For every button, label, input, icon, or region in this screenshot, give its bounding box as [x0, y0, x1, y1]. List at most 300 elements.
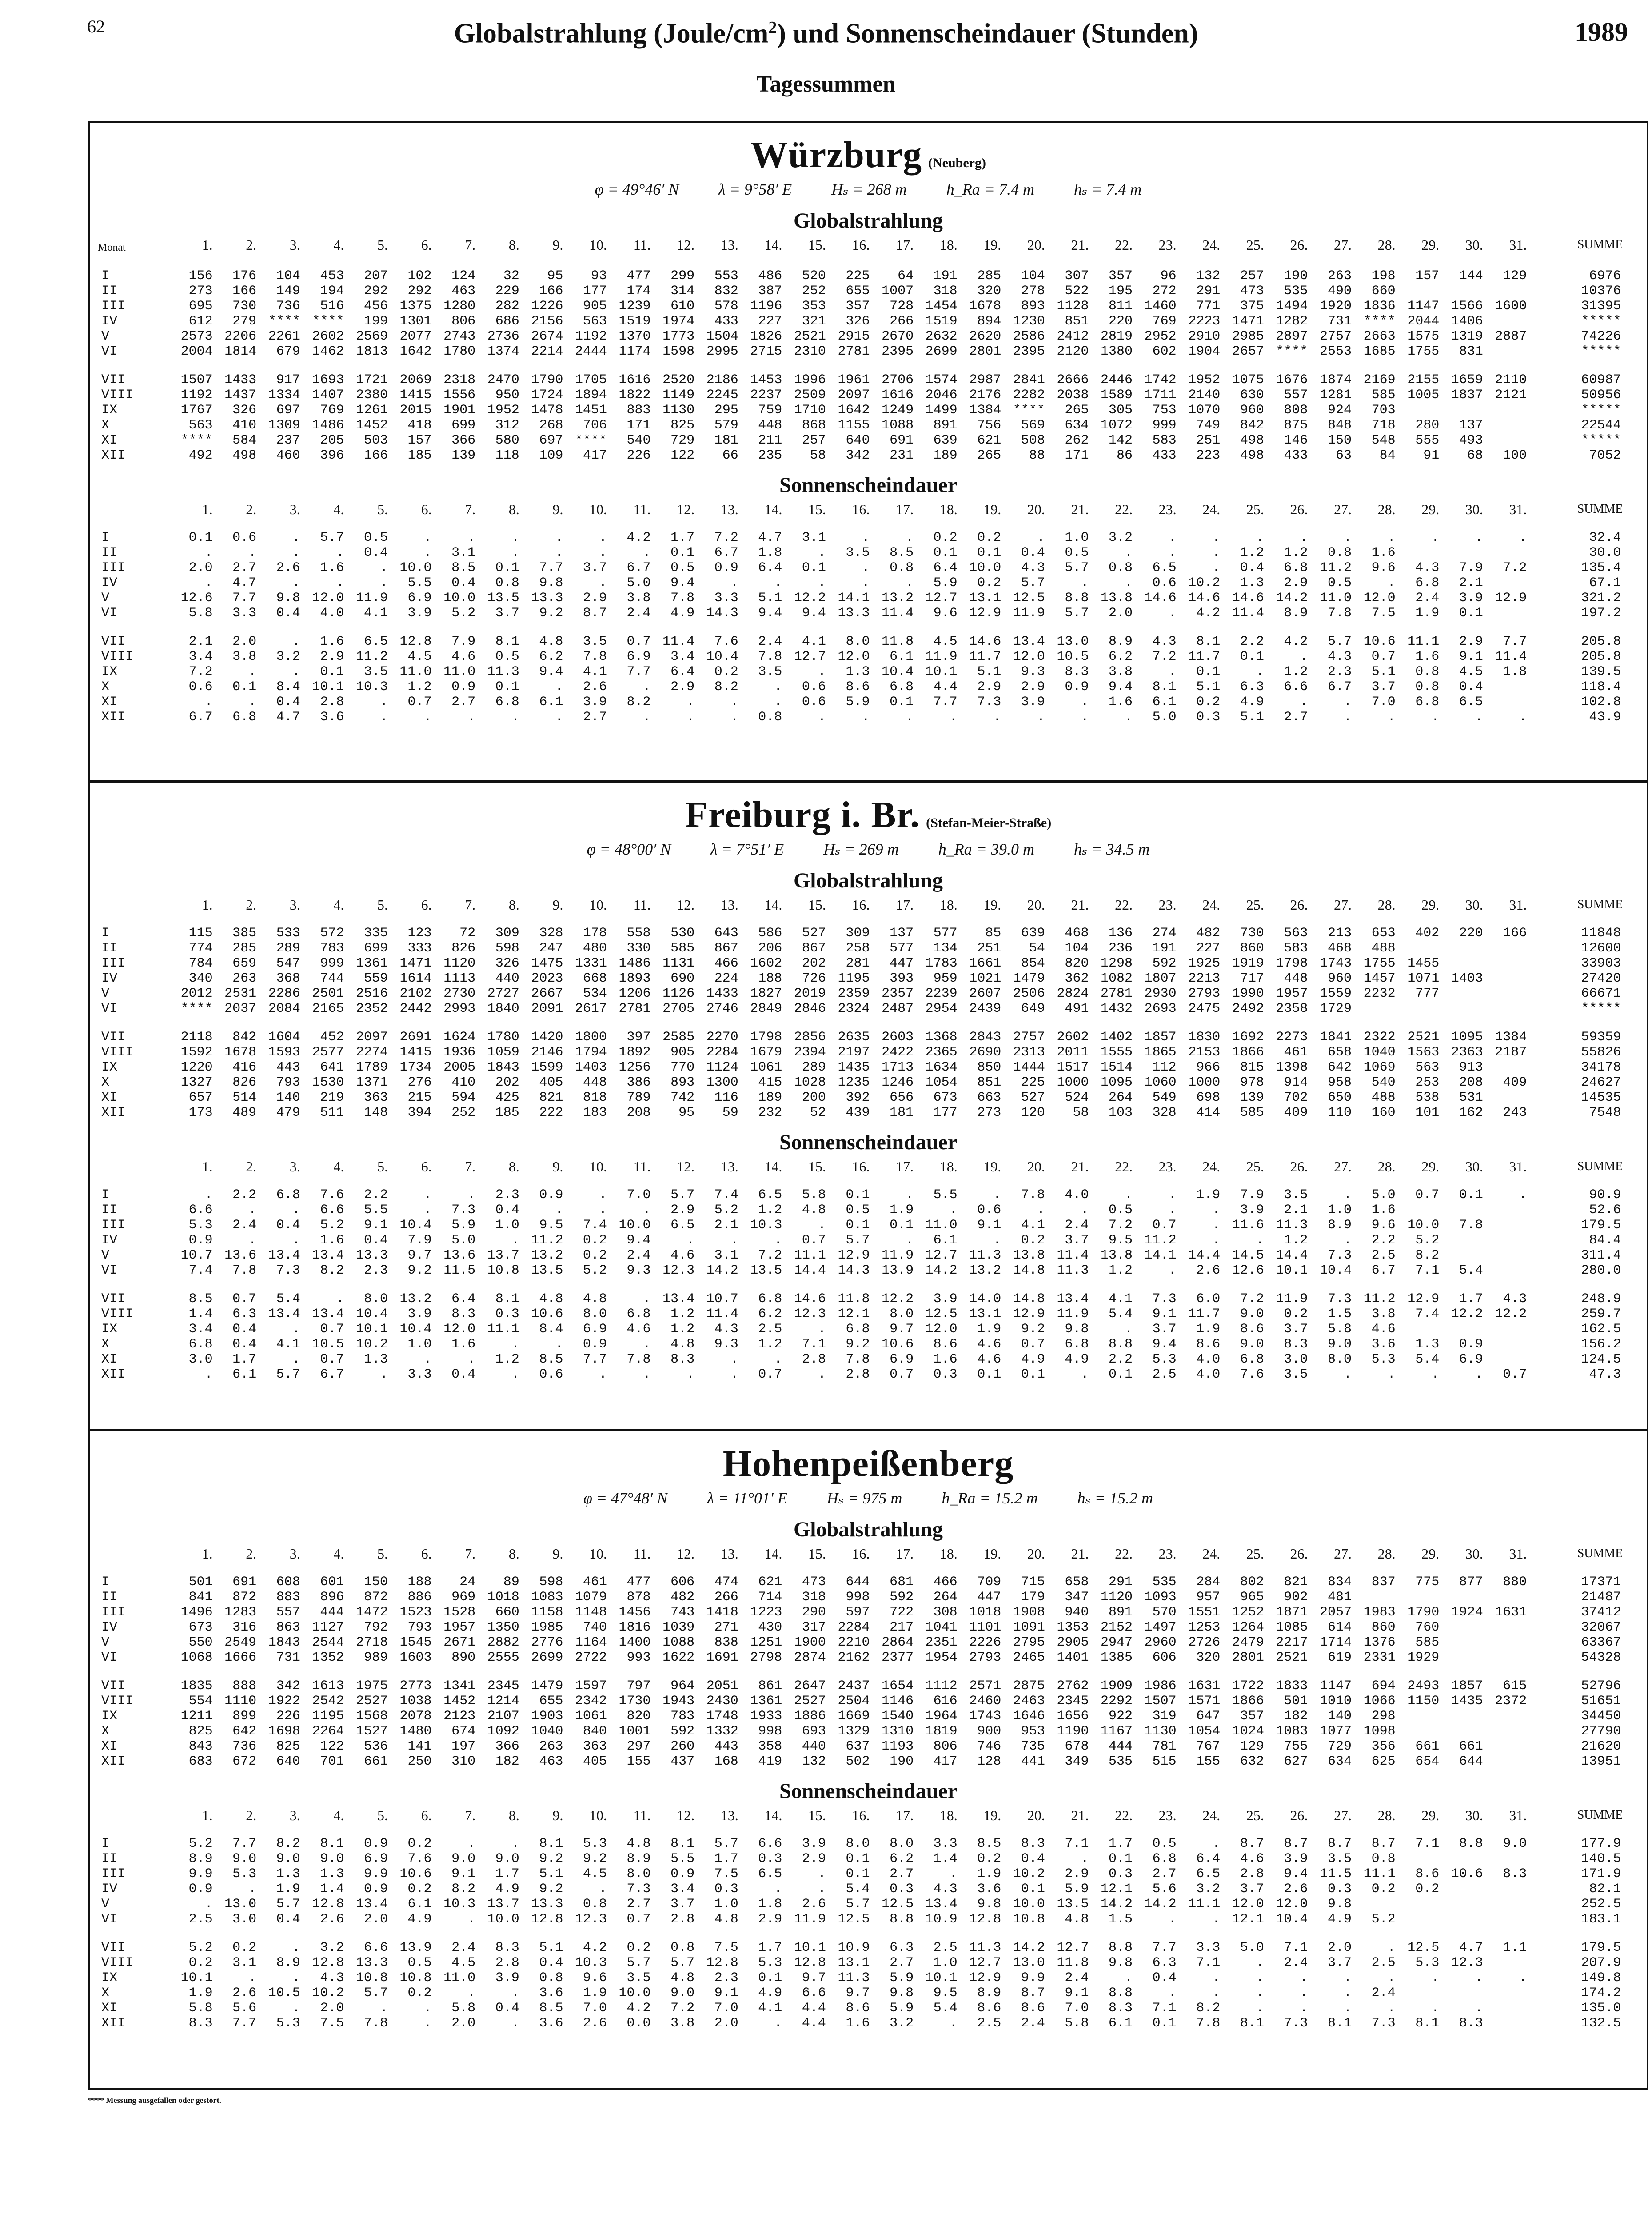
day-value-cell: 2023	[531, 971, 563, 986]
day-value-cell: ****	[575, 433, 607, 448]
day-value-cell: 5.9	[933, 575, 958, 591]
day-value-cell: 12.5	[1407, 1940, 1440, 1955]
day-value-cell: 1.7	[714, 1851, 738, 1866]
day-value-cell: .	[379, 2001, 388, 2016]
day-value-cell: 2.2	[1109, 1352, 1133, 1367]
day-value-cell: 2444	[575, 344, 607, 359]
col-header-day: 25.	[1246, 897, 1264, 913]
day-value-cell: 1479	[531, 1678, 563, 1694]
day-value-cell: .	[686, 710, 695, 725]
day-value-cell: 2.3	[363, 1263, 388, 1278]
day-value-cell: .	[1256, 1986, 1264, 2001]
day-value-cell: .	[818, 1367, 826, 1382]
day-value-cell: 157	[1415, 268, 1440, 284]
day-value-cell: 10.4	[399, 1218, 432, 1233]
day-value-cell: 9.7	[890, 1322, 914, 1337]
day-value-cell: 1.6	[1371, 545, 1396, 560]
day-value-cell: .	[730, 1367, 738, 1382]
day-value-cell: 7.0	[714, 2001, 738, 2016]
day-value-cell: 12.3	[794, 1307, 826, 1322]
day-value-cell	[1487, 1590, 1531, 1605]
day-value-cell: 1589	[1101, 388, 1133, 403]
day-value-cell	[1399, 545, 1443, 560]
month-label: VI	[101, 1263, 118, 1278]
day-value-cell: 0.4	[276, 606, 300, 621]
day-value-cell: 2284	[838, 1620, 870, 1635]
day-value-cell: ****	[180, 433, 213, 448]
col-header-day: 25.	[1246, 501, 1264, 517]
day-value-cell: 940	[1065, 1605, 1089, 1620]
day-value-cell: 522	[1065, 284, 1089, 299]
day-value-cell: 4.5	[1459, 664, 1483, 679]
day-value-cell: 12.7	[1057, 1940, 1089, 1955]
day-value-cell: 11.4	[1495, 649, 1527, 664]
day-value-cell: 310	[451, 1754, 476, 1769]
day-value-cell: 6.8	[1240, 1352, 1264, 1367]
day-value-cell: 2.4	[1065, 1218, 1089, 1233]
day-value-cell: 7.2	[758, 1248, 782, 1263]
day-value-cell: 8.2	[276, 1836, 300, 1851]
day-value-cell: 268	[539, 418, 563, 433]
day-value-cell: 0.1	[977, 545, 1002, 560]
day-value-cell: 917	[276, 372, 300, 388]
day-value-cell: 1341	[443, 1678, 476, 1694]
day-value-cell: 820	[1065, 956, 1089, 971]
day-value-cell: 2.8	[846, 1367, 870, 1382]
day-value-cell: 120	[1021, 1105, 1045, 1120]
day-value-cell: .	[1256, 664, 1264, 679]
day-value-cell: 8.5	[539, 1352, 563, 1367]
day-value-cell: 305	[1109, 403, 1133, 418]
day-value-cell: 1068	[180, 1650, 213, 1665]
day-value-cell: 0.1	[495, 560, 519, 575]
day-value-cell: 357	[1109, 268, 1133, 284]
day-value-cell: 3.0	[232, 1912, 257, 1927]
day-value-cell: 6.5	[758, 1866, 782, 1882]
day-value-cell: 3.7	[1152, 1322, 1177, 1337]
col-header-day: 6.	[421, 501, 432, 517]
month-sum-cell: 59359	[1581, 1030, 1621, 1045]
day-value-cell: 1246	[882, 1075, 914, 1090]
col-header-day: 17.	[896, 1807, 914, 1823]
day-value-cell: 1.0	[495, 1218, 519, 1233]
day-value-cell: 8.6	[846, 679, 870, 695]
day-value-cell: 8.5	[977, 1836, 1002, 1851]
month-sum-cell: 34178	[1581, 1060, 1621, 1075]
day-value-cell: 58	[810, 448, 826, 463]
month-label: VII	[101, 1678, 126, 1694]
day-value-cell: 32	[503, 268, 519, 284]
day-value-cell: 718	[1371, 418, 1396, 433]
day-value-cell: 1072	[1101, 418, 1133, 433]
day-value-cell: 2176	[969, 388, 1002, 403]
day-value-cell: 558	[626, 926, 651, 941]
day-value-cell: 6.7	[714, 545, 738, 560]
day-value-cell: 2011	[1057, 1045, 1089, 1060]
day-value-cell: 594	[451, 1090, 476, 1105]
day-value-cell: 6.7	[626, 560, 651, 575]
day-value-cell: 357	[1240, 1709, 1264, 1724]
day-value-cell: 511	[320, 1105, 344, 1120]
day-value-cell: 356	[1371, 1739, 1396, 1754]
day-value-cell: 1.3	[846, 664, 870, 679]
col-header-day: 1.	[202, 501, 213, 517]
day-value-cell: 1309	[268, 418, 300, 433]
day-value-cell: 1120	[1101, 1590, 1133, 1605]
day-value-cell: 769	[320, 403, 344, 418]
day-value-cell: 466	[714, 956, 738, 971]
day-value-cell: 6.1	[890, 649, 914, 664]
day-value-cell: 191	[1152, 941, 1177, 956]
day-value-cell: ****	[312, 314, 344, 329]
day-value-cell: 2422	[882, 1045, 914, 1060]
month-label: IV	[101, 1620, 118, 1635]
day-value-cell: 2602	[1057, 1030, 1089, 1045]
day-value-cell: 2232	[1363, 986, 1396, 1001]
day-value-cell: 13.5	[487, 591, 519, 606]
month-label: VI	[101, 1650, 118, 1665]
day-value-cell: 5.7	[670, 1187, 695, 1203]
day-value-cell: 536	[363, 1739, 388, 1754]
day-value-cell: 0.8	[1415, 679, 1440, 695]
day-value-cell: 474	[714, 1575, 738, 1590]
day-value-cell: 630	[1240, 388, 1264, 403]
day-value-cell: 0.2	[1021, 1233, 1045, 1248]
day-value-cell: 194	[320, 284, 344, 299]
day-value-cell: 2377	[882, 1650, 914, 1665]
month-label: VI	[101, 1001, 118, 1016]
day-value-cell: 2727	[487, 986, 519, 1001]
day-value-cell: 834	[1328, 1575, 1352, 1590]
day-value-cell: 132	[802, 1754, 826, 1769]
day-value-cell: 1192	[575, 329, 607, 344]
day-value-cell: 831	[1459, 344, 1483, 359]
day-value-cell: 2446	[1101, 372, 1133, 388]
day-value-cell: 168	[714, 1754, 738, 1769]
coord-station-height: Hₛ = 269 m	[823, 840, 899, 858]
day-value-cell: 1098	[1363, 1724, 1396, 1739]
day-value-cell: 0.5	[846, 1203, 870, 1218]
day-value-cell: 14.2	[925, 1263, 958, 1278]
col-header-day: 31.	[1509, 1159, 1527, 1175]
day-value-cell: 557	[1284, 388, 1308, 403]
day-value-cell: 2553	[1320, 344, 1352, 359]
col-header-day: 20.	[1027, 237, 1045, 253]
day-value-cell: 183	[583, 1105, 607, 1120]
day-value-cell: 482	[670, 1590, 695, 1605]
col-header-day: 17.	[896, 897, 914, 913]
day-value-cell: 9.2	[539, 1851, 563, 1866]
day-value-cell: .	[642, 1367, 651, 1382]
day-value-cell: 5.2	[583, 1263, 607, 1278]
day-value-cell: 2012	[180, 986, 213, 1001]
day-value-cell: 2521	[1407, 1030, 1440, 1045]
day-value-cell: 5.2	[1371, 1912, 1396, 1927]
day-value-cell: 5.9	[890, 1970, 914, 1986]
day-value-cell: 3.2	[1196, 1882, 1221, 1897]
day-value-cell: .	[1081, 575, 1089, 591]
day-value-cell: 2365	[925, 1045, 958, 1060]
footnote: **** Messung ausgefallen oder gestört.	[88, 2096, 222, 2105]
day-value-cell: 1.2	[1109, 1263, 1133, 1278]
day-value-cell: 12.5	[882, 1897, 914, 1912]
month-sum-cell: 321.2	[1581, 591, 1621, 606]
day-value-cell: 640	[846, 433, 870, 448]
day-value-cell: 11.2	[1144, 1233, 1177, 1248]
day-value-cell: 1435	[1451, 1694, 1483, 1709]
day-value-cell: 642	[232, 1724, 257, 1739]
day-value-cell: 2671	[443, 1635, 476, 1650]
day-value-cell	[1443, 956, 1487, 971]
day-value-cell: 6.7	[320, 1367, 344, 1382]
day-value-cell: 826	[451, 941, 476, 956]
day-value-cell: .	[423, 530, 432, 545]
day-value-cell: 0.5	[670, 560, 695, 575]
day-value-cell: 10.0	[619, 1218, 651, 1233]
day-value-cell: 7.7	[232, 1836, 257, 1851]
day-value-cell: 124	[451, 268, 476, 284]
month-sum-cell: 132.5	[1581, 2016, 1621, 2031]
day-value-cell: 2206	[224, 329, 257, 344]
day-value-cell: 1794	[575, 1045, 607, 1060]
day-value-cell: 0.4	[232, 1337, 257, 1352]
day-value-cell: 7.7	[232, 591, 257, 606]
day-value-cell: 2586	[1013, 329, 1045, 344]
day-value-cell: 1679	[750, 1045, 782, 1060]
day-value-cell: 84	[1379, 448, 1396, 463]
day-value-cell: 2.4	[1284, 1955, 1308, 1970]
day-value-cell: 2632	[925, 329, 958, 344]
day-value-cell: .	[1344, 710, 1352, 725]
day-value-cell: 185	[495, 1105, 519, 1120]
day-value-cell: 1.2	[670, 1322, 695, 1337]
day-value-cell: 2.4	[626, 606, 651, 621]
day-value-cell: 515	[1152, 1754, 1177, 1769]
day-value-cell: .	[642, 1291, 651, 1307]
day-value-cell: 91	[1423, 448, 1440, 463]
day-value-cell: 463	[451, 284, 476, 299]
col-header-day: 5.	[377, 1546, 388, 1562]
day-value-cell: 11.6	[1232, 1218, 1264, 1233]
day-value-cell: 0.4	[539, 1955, 563, 1970]
day-value-cell: 129	[1503, 268, 1527, 284]
day-value-cell: 6.5	[1152, 560, 1177, 575]
day-value-cell: 1220	[180, 1060, 213, 1075]
day-value-cell: 2004	[180, 344, 213, 359]
day-value-cell: 6.9	[1459, 1352, 1483, 1367]
month-label: X	[101, 418, 110, 433]
day-value-cell: 993	[626, 1650, 651, 1665]
day-value-cell: 0.4	[495, 2001, 519, 2016]
day-value-cell: 8.8	[1065, 591, 1089, 606]
day-value-cell: .	[336, 545, 344, 560]
day-value-cell: 448	[758, 418, 782, 433]
day-value-cell: 1150	[1407, 1694, 1440, 1709]
col-header-day: 22.	[1115, 501, 1133, 517]
day-value-cell: 1.9	[1196, 1187, 1221, 1203]
day-value-cell: 5.7	[714, 1836, 738, 1851]
day-value-cell: .	[1344, 1367, 1352, 1382]
day-value-cell: 6.8	[758, 1291, 782, 1307]
day-value-cell: 4.6	[451, 649, 476, 664]
day-value-cell: 182	[495, 1754, 519, 1769]
month-sum-cell: 11848	[1581, 926, 1621, 941]
day-value-cell: 9.4	[539, 664, 563, 679]
day-value-cell: 2856	[794, 1030, 826, 1045]
day-value-cell: 8.7	[583, 606, 607, 621]
day-value-cell: 9.4	[670, 575, 695, 591]
day-value-cell: .	[1431, 1970, 1440, 1986]
day-value-cell: 1451	[575, 403, 607, 418]
col-header-day: 12.	[677, 501, 695, 517]
day-value-cell: 8.0	[890, 1307, 914, 1322]
day-value-cell: 2657	[1232, 344, 1264, 359]
day-value-cell: 2118	[180, 1030, 213, 1045]
day-value-cell: 1088	[662, 1635, 695, 1650]
day-value-cell: 1.9	[890, 1203, 914, 1218]
day-value-cell: 1158	[531, 1605, 563, 1620]
day-value-cell: 1866	[1232, 1045, 1264, 1060]
day-value-cell: 1724	[531, 388, 563, 403]
day-value-cell: 2841	[1013, 372, 1045, 388]
day-value-cell: 0.2	[407, 1986, 432, 2001]
day-value-cell: 95	[547, 268, 563, 284]
month-label: X	[101, 1337, 110, 1352]
day-value-cell: 698	[1196, 1090, 1221, 1105]
day-value-cell: 316	[232, 1620, 257, 1635]
col-header-day: 23.	[1158, 1546, 1177, 1562]
day-value-cell: 960	[1328, 971, 1352, 986]
day-value-cell: 2439	[969, 1001, 1002, 1016]
day-value-cell: 508	[1021, 433, 1045, 448]
day-value-cell: 1996	[794, 372, 826, 388]
day-value-cell: .	[204, 1187, 213, 1203]
day-value-cell: 0.8	[758, 710, 782, 725]
day-value-cell: 460	[276, 448, 300, 463]
day-value-cell: 9.1	[714, 1986, 738, 2001]
day-value-cell: 6.6	[363, 1940, 388, 1955]
day-value-cell: 419	[758, 1754, 782, 1769]
day-value-cell: 1101	[969, 1620, 1002, 1635]
day-value-cell: 7.3	[1284, 2016, 1308, 2031]
day-value-cell: 3.6	[977, 1882, 1002, 1897]
day-value-cell: 913	[1459, 1060, 1483, 1075]
day-value-cell: 473	[802, 1575, 826, 1590]
day-value-cell: 797	[626, 1678, 651, 1694]
day-value-cell: .	[292, 1940, 300, 1955]
day-value-cell: 9.0	[1503, 1836, 1527, 1851]
day-value-cell: 189	[758, 1090, 782, 1105]
day-value-cell: 4.7	[276, 710, 300, 725]
day-value-cell: 5.5	[363, 1203, 388, 1218]
day-value-cell: 577	[933, 926, 958, 941]
month-label: VI	[101, 606, 118, 621]
day-value-cell: 2412	[1057, 329, 1089, 344]
day-value-cell: 7.7	[626, 664, 651, 679]
day-value-cell: 2849	[750, 1001, 782, 1016]
day-value-cell: 789	[626, 1090, 651, 1105]
col-header-day: 29.	[1421, 501, 1440, 517]
day-value-cell: 6.9	[890, 1352, 914, 1367]
day-value-cell: 349	[1065, 1754, 1089, 1769]
day-value-cell: 1088	[882, 418, 914, 433]
day-value-cell: 1.6	[933, 1352, 958, 1367]
day-value-cell: 2603	[882, 1030, 914, 1045]
day-value-cell: 1.0	[407, 1337, 432, 1352]
day-value-cell: 3.9	[1459, 591, 1483, 606]
day-value-cell: 5.2	[714, 1203, 738, 1218]
day-value-cell: 2097	[355, 1030, 388, 1045]
day-value-cell: 1462	[312, 344, 344, 359]
day-value-cell: 13.3	[355, 1248, 388, 1263]
day-value-cell: 1909	[1101, 1678, 1133, 1694]
day-value-cell: 243	[1503, 1105, 1527, 1120]
day-value-cell: 709	[977, 1575, 1002, 1590]
day-value-cell: 2691	[399, 1030, 432, 1045]
day-value-cell	[1399, 1709, 1443, 1724]
day-value-cell: 860	[1371, 1620, 1396, 1635]
day-value-cell: 222	[539, 1105, 563, 1120]
col-header-day: 3.	[289, 1807, 300, 1823]
day-value-cell: 9.1	[1152, 1307, 1177, 1322]
day-value-cell: 1.7	[1459, 1291, 1483, 1307]
day-value-cell: 691	[232, 1575, 257, 1590]
day-value-cell: .	[292, 1970, 300, 1986]
day-value-cell: 9.6	[583, 1970, 607, 1986]
day-value-cell: 663	[977, 1090, 1002, 1105]
day-value-cell: 5.7	[1065, 606, 1089, 621]
day-value-cell: 0.9	[363, 1836, 388, 1851]
day-value-cell: 139	[451, 448, 476, 463]
day-value-cell: 12.0	[312, 591, 344, 606]
day-value-cell: .	[511, 710, 519, 725]
day-value-cell: 1070	[1188, 403, 1221, 418]
day-value-cell: 11.0	[443, 1970, 476, 1986]
day-value-cell: 1261	[355, 403, 388, 418]
day-value-cell: 2479	[1232, 1635, 1264, 1650]
day-value-cell: 2.1	[714, 1218, 738, 1233]
day-value-cell: 1783	[925, 956, 958, 971]
day-value-cell: 661	[1459, 1739, 1483, 1754]
day-value-cell: 8.3	[451, 1307, 476, 1322]
day-value-cell: 2.8	[495, 1955, 519, 1970]
day-value-cell: .	[730, 1233, 738, 1248]
day-value-cell: 2.6	[1196, 1263, 1221, 1278]
day-value-cell: 1406	[1451, 314, 1483, 329]
col-header-day: 27.	[1334, 1546, 1352, 1562]
day-value-cell: 2310	[794, 344, 826, 359]
day-value-cell: 2069	[399, 372, 432, 388]
day-value-cell: 490	[1328, 284, 1352, 299]
day-value-cell: 9.1	[451, 1866, 476, 1882]
day-value-cell: 7.3	[276, 1263, 300, 1278]
day-value-cell: 2.7	[451, 695, 476, 710]
month-label: V	[101, 1248, 110, 1263]
day-value-cell: 9.0	[495, 1851, 519, 1866]
day-value-cell: 2463	[1013, 1694, 1045, 1709]
day-value-cell: 4.8	[539, 634, 563, 649]
day-value-cell: 10.1	[180, 1970, 213, 1986]
day-value-cell: 129	[1240, 1739, 1264, 1754]
day-value-cell: 9.7	[846, 1986, 870, 2001]
month-label: I	[101, 1187, 110, 1203]
day-value-cell: 2.7	[890, 1866, 914, 1882]
day-value-cell: 12.0	[838, 649, 870, 664]
day-value-cell: 1040	[1363, 1045, 1396, 1060]
day-value-cell: .	[1387, 2001, 1396, 2016]
coord-ra-height: h_Ra = 7.4 m	[946, 180, 1034, 198]
day-value-cell: 6.6	[320, 1203, 344, 1218]
